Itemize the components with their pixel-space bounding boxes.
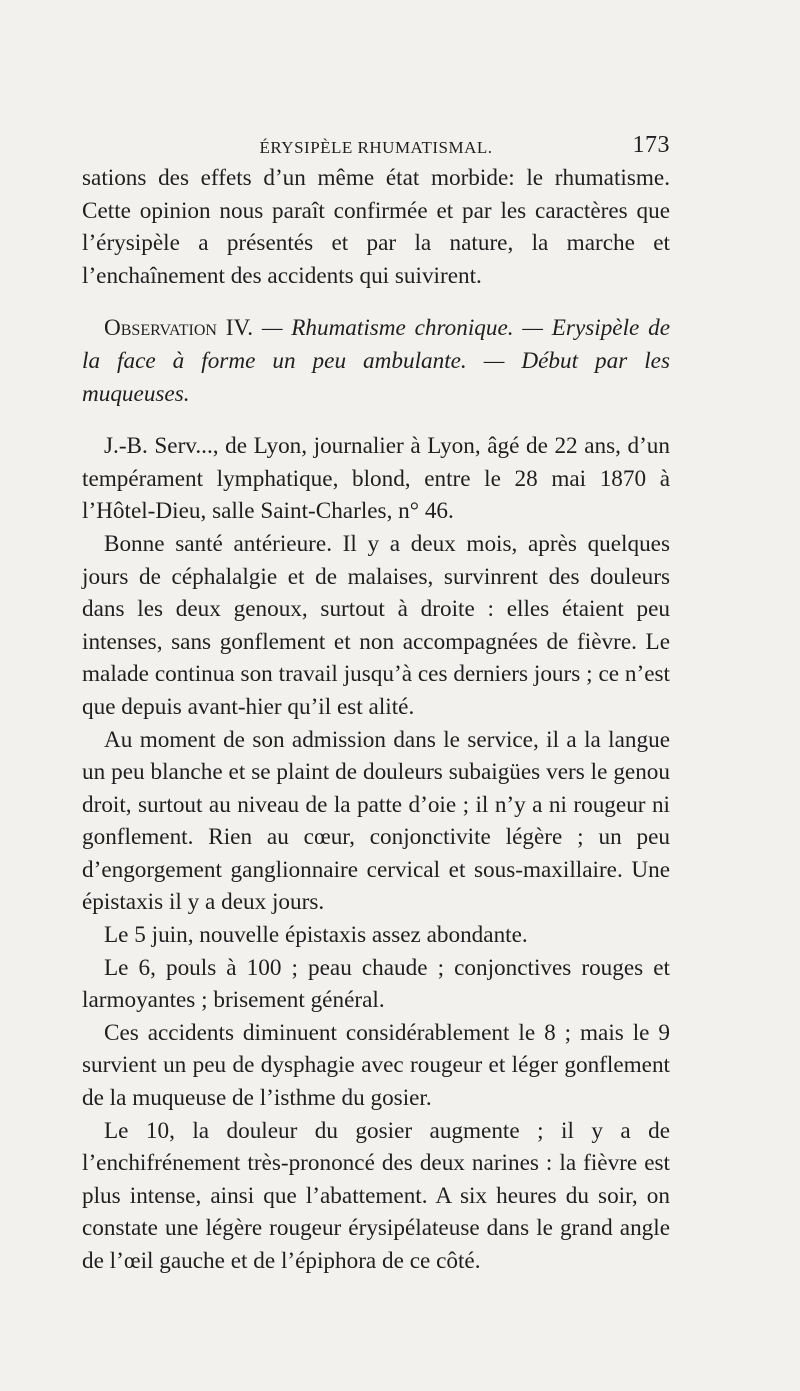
paragraph-admission: Au moment de son admission dans le service, il a la langue un peu blanche et se plaint de douleurs subaigües vers le genou droit, surtout au niveau de la patte d’oie ; il n’y a ni rougeur ni gonflement. Rien au cœur, conjonctivite légère ; un peu d’engorgement ganglionnaire cervical et sous-maxillaire. Une épistaxis il y a deux jours.: [82, 726, 670, 916]
running-head: [82, 132, 670, 162]
paragraph-history: Bonne santé antérieure. Il y a deux mois, après quelques jours de céphalalgie et de malaises, survinrent des douleurs dans les deux genoux, surtout à droite : elles étaient peu intenses, sans gonflement et non accompagnées de fièvre. Le malade continua son travail jusqu’à ces derniers jours ; ce n’est que depuis avant-hier qu’il est alité.: [82, 530, 670, 720]
page-number: 173: [632, 132, 670, 158]
paragraph-june-6: Le 6, pouls à 100 ; peau chaude ; conjonctives rouges et larmoyantes ; brisement général.: [82, 954, 670, 1014]
observation-title: — Rhumatisme chronique. — Erysipèle de la face à forme un peu ambulante. — Début par les muqueuses.: [82, 315, 670, 407]
running-head-title: ÉRYSIPÈLE RHUMATISMAL.: [259, 138, 493, 157]
book-page: [82, 132, 670, 1278]
paragraph-opening: sations des effets d’un même état morbide: le rhumatisme. Cette opinion nous paraît confirmée et par les caractères que l’érysipèle a présentés et par la nature, la marche et l’enchaînement des accidents qui suivirent.: [82, 165, 670, 289]
paragraph-june-10: Le 10, la douleur du gosier augmente ; il y a de l’enchifrénement très-prononcé des deux narines : la fièvre est plus intense, ainsi que l’abattement. A six heures du soir, on constate une légère rougeur érysipélateuse dans le grand angle de l’œil gauche et de l’épiphora de ce côté.: [82, 1117, 670, 1274]
paragraph-patient: J.-B. Serv..., de Lyon, journalier à Lyon, âgé de 22 ans, d’un tempérament lymphatique, blond, entre le 28 mai 1870 à l’Hôtel-Dieu, salle Saint-Charles, n° 46.: [82, 433, 670, 525]
body-text: [82, 162, 670, 1278]
observation-heading: [82, 312, 670, 410]
paragraph-june-8-9: Ces accidents diminuent considérablement le 8 ; mais le 9 survient un peu de dysphagie avec rougeur et léger gonflement de la muqueuse de l’isthme du gosier.: [82, 1019, 670, 1112]
paragraph-june-5: Le 5 juin, nouvelle épistaxis assez abondante.: [104, 922, 528, 949]
observation-label: Observation IV.: [104, 315, 254, 342]
